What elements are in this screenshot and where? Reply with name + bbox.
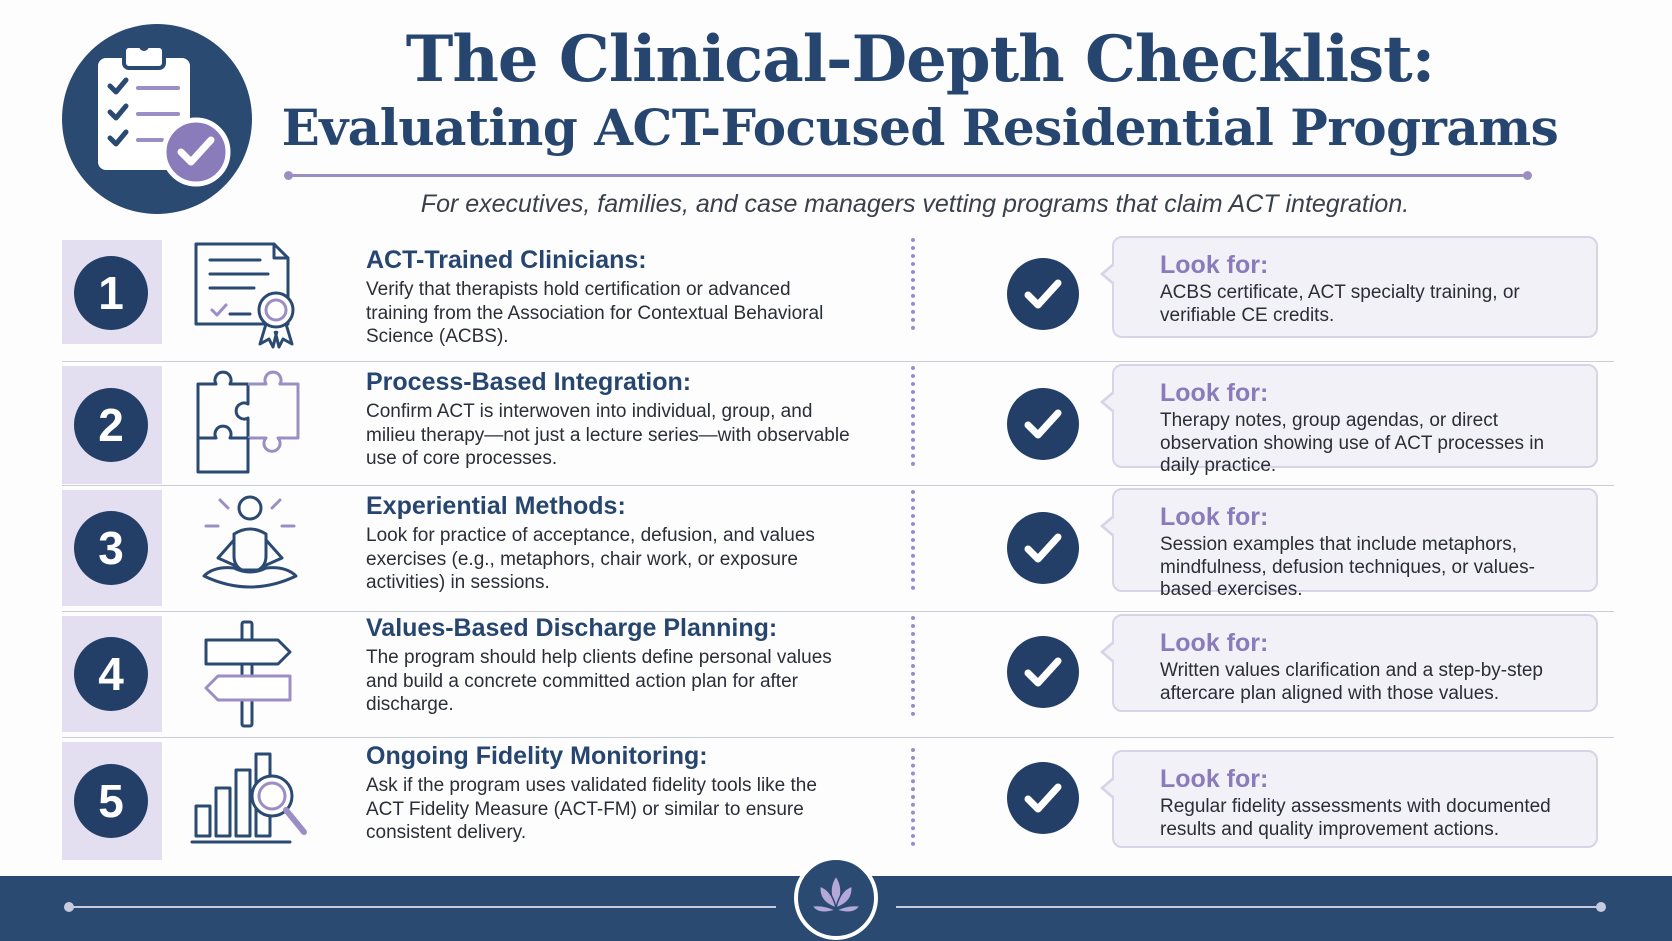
- check-circle-icon: [1007, 258, 1079, 330]
- row-number: 1: [74, 256, 148, 330]
- meditation-icon: [190, 492, 310, 602]
- row-separator: [62, 737, 1614, 738]
- title-line-2: Evaluating ACT-Focused Residential Programs: [281, 98, 1559, 157]
- row-separator: [62, 361, 1614, 362]
- item-description: The program should help clients define personal values and build a concrete committed action plan for after discharge.: [366, 647, 832, 715]
- dotted-divider: [911, 748, 915, 846]
- check-circle-icon: [1007, 512, 1079, 584]
- page-title: [270, 22, 1570, 158]
- look-for-text: Therapy notes, group agendas, or direct observation showing use of ACT processes in daily practice.: [1160, 410, 1545, 476]
- check-circle-icon: [1007, 762, 1079, 834]
- item-title: Ongoing Fidelity Monitoring:: [366, 742, 708, 770]
- number-tab: [62, 240, 162, 344]
- look-for-box: [1112, 364, 1598, 476]
- item-title: Experiential Methods:: [366, 492, 626, 520]
- row-number: 4: [74, 637, 148, 711]
- item-description: Confirm ACT is interwoven into individual, group, and milieu therapy—not just a lecture series—with observable use of core processes.: [366, 401, 850, 469]
- row-number: 3: [74, 511, 148, 585]
- checklist-row-3: [62, 490, 1614, 606]
- footer-line-right: [896, 906, 1602, 908]
- look-for-label: Look for:: [1160, 629, 1269, 657]
- title-line-1: The Clinical-Depth Checklist:: [405, 22, 1435, 97]
- look-for-label: Look for:: [1160, 251, 1269, 279]
- checklist-row-4: [62, 616, 1614, 732]
- footer-line-left: [68, 906, 776, 908]
- signpost-icon: [190, 618, 310, 728]
- row-separator: [62, 485, 1614, 486]
- number-tab: [62, 490, 162, 606]
- item-description: Verify that therapists hold certification or advanced training from the Association for Contextual Behavioral Science (ACBS).: [366, 279, 824, 347]
- look-for-label: Look for:: [1160, 765, 1269, 793]
- look-for-box: [1112, 488, 1598, 600]
- item-description: Look for practice of acceptance, defusion, and values exercises (e.g., metaphors, chair work, or exposure activities) in sessions.: [366, 525, 815, 593]
- checklist-row-1: [62, 240, 1614, 347]
- item-title: ACT-Trained Clinicians:: [366, 246, 647, 274]
- chart-magnifier-icon: [190, 746, 310, 856]
- look-for-text: Regular fidelity assessments with documented results and quality improvement actions.: [1160, 796, 1551, 840]
- look-for-text: Session examples that include metaphors, mindfulness, defusion techniques, or values-based exercises.: [1160, 534, 1535, 600]
- look-for-box: [1112, 614, 1598, 712]
- checklist-row-2: [62, 366, 1614, 484]
- page-subtitle: For executives, families, and case managers vetting programs that claim ACT integration.: [420, 190, 1410, 218]
- check-circle-icon: [1007, 636, 1079, 708]
- row-separator: [62, 611, 1614, 612]
- clipboard-badge: [62, 24, 252, 214]
- title-divider: [288, 174, 1528, 177]
- item-title: Values-Based Discharge Planning:: [366, 614, 778, 642]
- look-for-text: Written values clarification and a step-by-step aftercare plan aligned with those values.: [1160, 660, 1543, 704]
- lotus-icon: [798, 860, 874, 936]
- number-tab: [62, 742, 162, 860]
- clipboard-check-icon: [62, 24, 252, 214]
- dotted-divider: [911, 238, 915, 330]
- dotted-divider: [911, 616, 915, 716]
- number-tab: [62, 366, 162, 484]
- certificate-icon: [190, 240, 310, 350]
- look-for-label: Look for:: [1160, 503, 1269, 531]
- item-description: Ask if the program uses validated fidelity tools like the ACT Fidelity Measure (ACT-FM) or similar to ensure consistent delivery.: [366, 775, 817, 843]
- row-number: 2: [74, 388, 148, 462]
- puzzle-icon: [190, 370, 310, 480]
- checklist-row-5: [62, 742, 1614, 860]
- item-title: Process-Based Integration:: [366, 368, 692, 396]
- dotted-divider: [911, 490, 915, 590]
- look-for-text: ACBS certificate, ACT specialty training, or verifiable CE credits.: [1160, 282, 1520, 326]
- look-for-box: [1112, 236, 1598, 338]
- number-tab: [62, 616, 162, 732]
- look-for-label: Look for:: [1160, 379, 1269, 407]
- footer-emblem: [794, 856, 878, 940]
- check-circle-icon: [1007, 388, 1079, 460]
- look-for-box: [1112, 750, 1598, 848]
- dotted-divider: [911, 366, 915, 466]
- row-number: 5: [74, 764, 148, 838]
